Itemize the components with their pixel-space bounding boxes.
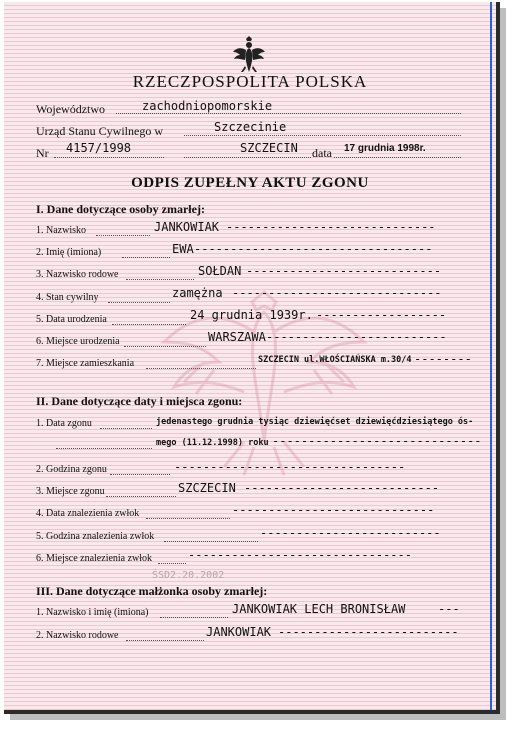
fill-dashes: --------------------------- (244, 481, 440, 495)
marital-status-value: zamężna (172, 286, 223, 300)
fill-dashes: -------- (414, 352, 472, 366)
section3-heading: III. Dane dotyczące małżonka osoby zmarłej: (36, 584, 268, 598)
voivodeship-value: zachodniopomorskie (142, 99, 273, 113)
death-certificate-page (4, 2, 500, 714)
section2-heading: II. Dane dotyczące daty i miejsca zgonu: (36, 394, 243, 408)
dotted-line (164, 541, 258, 542)
office-value: Szczecinie (214, 120, 287, 134)
dotted-line (160, 617, 228, 618)
dotted-line (110, 474, 170, 475)
dotted-line (158, 563, 186, 564)
show-through-mark: ŚSD2.20.2002 (152, 570, 225, 581)
office-label: Urząd Stanu Cywilnego w (36, 124, 163, 138)
page-edge (490, 2, 492, 710)
maiden-name-value: SOŁDAN (198, 264, 242, 278)
death-date-value: jedenastego grudnia tysiąc dziewięćset dziewięćdziesiątego ós- (156, 417, 474, 427)
dotted-line (334, 157, 461, 158)
voivodeship-label: Województwo (36, 102, 106, 116)
polish-eagle-emblem-icon (232, 36, 266, 74)
fill-dashes: --- (438, 602, 460, 616)
fill-dashes: --------------------------- (246, 264, 442, 278)
country-title: RZECZPOSPOLITA POLSKA (132, 72, 368, 91)
fill-dashes: ------------------------------- (188, 548, 412, 562)
row-label: 1. Nazwisko (36, 225, 86, 236)
dotted-line (96, 235, 150, 236)
fill-dashes: ------------------ (316, 308, 447, 322)
place-value: SZCZECIN (240, 141, 298, 155)
spouse-maiden-name-value: JANKOWIAK (206, 625, 272, 639)
spouse-name-value: JANKOWIAK LECH BRONISŁAW (232, 602, 406, 616)
nr-label: Nr (36, 146, 49, 160)
birth-place-value: WARSZAWA (208, 330, 266, 344)
first-name-value: EWA (172, 242, 194, 256)
fill-dashes: ----------------------------- (272, 434, 482, 448)
row-label: 7. Miejsce zamieszkania (36, 358, 135, 369)
nr-value: 4157/1998 (66, 141, 132, 155)
dotted-line (184, 157, 311, 158)
death-date-value-cont: mego (11.12.1998) roku (156, 438, 269, 448)
fill-dashes: -------------------------------- (174, 460, 406, 474)
row-label: 2. Imię (imiona) (36, 247, 102, 258)
dotted-line (106, 496, 176, 497)
residence-value: SZCZECIN ul.WŁOŚCIAŃSKA m.30/4 (258, 355, 412, 365)
dotted-line (56, 448, 152, 449)
dotted-line (146, 518, 230, 519)
fill-dashes: ---------------------------- (232, 503, 435, 517)
fill-dashes: ------------------------- (278, 625, 459, 639)
surname-value: JANKOWIAK (154, 220, 220, 234)
death-place-value: SZCZECIN (178, 481, 236, 495)
dotted-line (126, 279, 194, 280)
dotted-line (126, 640, 204, 641)
dotted-line (124, 346, 206, 347)
row-label: 4. Data znalezienia zwłok (36, 508, 140, 519)
birth-date-value: 24 grudnia 1939r. (190, 308, 313, 322)
row-label: 3. Nazwisko rodowe (36, 269, 119, 280)
dotted-line (146, 368, 256, 369)
dotted-line (54, 157, 164, 158)
row-label: 4. Stan cywilny (36, 292, 99, 303)
document-title: ODPIS ZUPEŁNY AKTU ZGONU (131, 175, 369, 191)
date-label: data (312, 146, 332, 160)
row-label: 1. Nazwisko i imię (imiona) (36, 607, 149, 618)
fill-dashes: ----------------------------- (232, 286, 442, 300)
dotted-line (100, 428, 152, 429)
dotted-line (116, 113, 461, 114)
date-value: 17 grudnia 1998r. (344, 143, 426, 154)
dotted-line (112, 324, 186, 325)
fill-dashes: --------------------------------- (194, 242, 433, 256)
fill-dashes: ------------------------- (266, 330, 447, 344)
dotted-line (184, 135, 461, 136)
section1-heading: I. Dane dotyczące osoby zmarłej: (36, 202, 205, 216)
row-label: 2. Nazwisko rodowe (36, 630, 119, 641)
row-label: 2. Godzina zgonu (36, 464, 107, 475)
row-label: 1. Data zgonu (36, 418, 92, 429)
row-label: 5. Data urodzenia (36, 314, 107, 325)
row-label: 3. Miejsce zgonu (36, 486, 105, 497)
row-label: 6. Miejsce urodzenia (36, 336, 120, 347)
row-label: 6. Miejsce znalezienia zwłok (36, 553, 153, 564)
fill-dashes: ------------------------- (260, 526, 441, 540)
fill-dashes: ----------------------------- (226, 220, 436, 234)
dotted-line (122, 257, 170, 258)
row-label: 5. Godzina znalezienia zwłok (36, 531, 155, 542)
dotted-line (108, 302, 170, 303)
